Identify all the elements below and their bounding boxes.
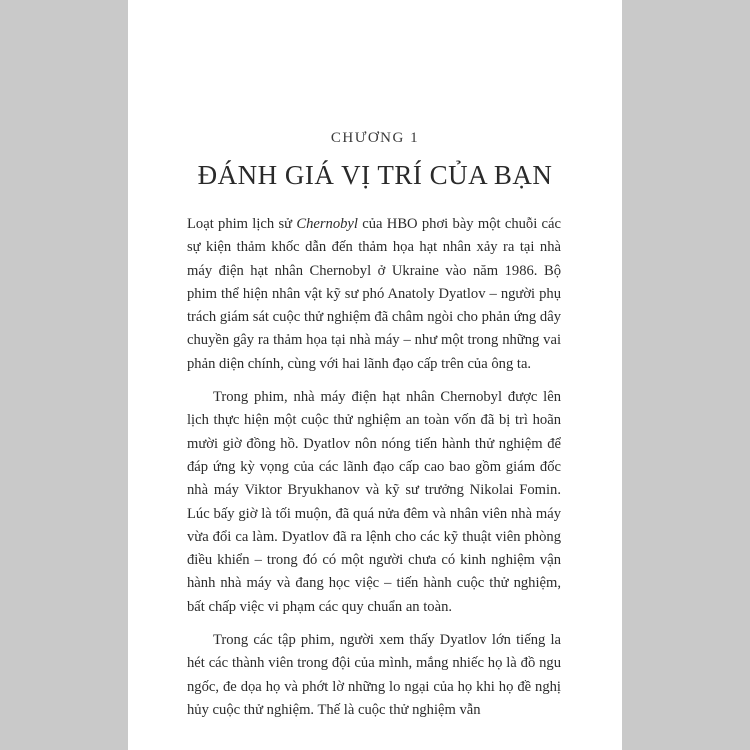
paragraph-2: Trong phim, nhà máy điện hạt nhân Chernobyl được lên lịch thực hiện một cuộc thử nghiệm an toàn vốn đã bị trì hoãn mười giờ đồng hồ. Dyatlov nôn nóng tiến hành thử nghiệm để đáp ứng kỳ vọng của các lãnh đạo cấp cao bao gồm giám đốc nhà máy Viktor Bryukhanov và kỹ sư trưởng Nikolai Fomin. Lúc bấy giờ là tối muộn, đã quá nửa đêm và nhân viên nhà máy vừa đổi ca làm. Dyatlov đã ra lệnh cho các kỹ thuật viên phòng điều khiển – trong đó có một người chưa có kinh nghiệm vận hành nhà máy và đang học việc – tiến hành cuộc thử nghiệm, bất chấp việc vi phạm các quy chuẩn an toàn. (187, 389, 561, 615)
chapter-title: ĐÁNH GIÁ VỊ TRÍ CỦA BẠN (197, 160, 553, 190)
chapter-label: CHƯƠNG 1 (330, 130, 420, 146)
paragraph-3: Trong các tập phim, người xem thấy Dyatlov lớn tiếng la hét các thành viên trong đội của mình, mắng nhiếc họ là đồ ngu ngốc, đe dọa họ và phớt lờ những lo ngại của họ khi họ đề nghị hủy cuộc thử nghiệm. Thế là cuộc thử nghiệm vẫn (187, 632, 561, 718)
paragraph-1-after: của HBO phơi bày một chuỗi các sự kiện thảm khốc dẫn đến thảm họa hạt nhân xảy ra tại nhà máy điện hạt nhân Chernobyl ở Ukraine vào năm 1986. Bộ phim thể hiện nhân vật kỹ sư phó Anatoly Dyatlov – người phụ trách giám sát cuộc thử nghiệm đã châm ngòi cho phản ứng dây chuyền gây ra thảm họa tại nhà máy – như một trong những vai phản diện chính, cùng với hai lãnh đạo cấp trên của ông ta. (187, 216, 561, 372)
paragraph-1-italic-title: Chernobyl (296, 216, 358, 232)
paragraph-1-before: Loạt phim lịch sử (187, 216, 297, 232)
body-text (187, 213, 561, 732)
book-page (128, 0, 622, 750)
paragraph-1 (187, 213, 561, 376)
